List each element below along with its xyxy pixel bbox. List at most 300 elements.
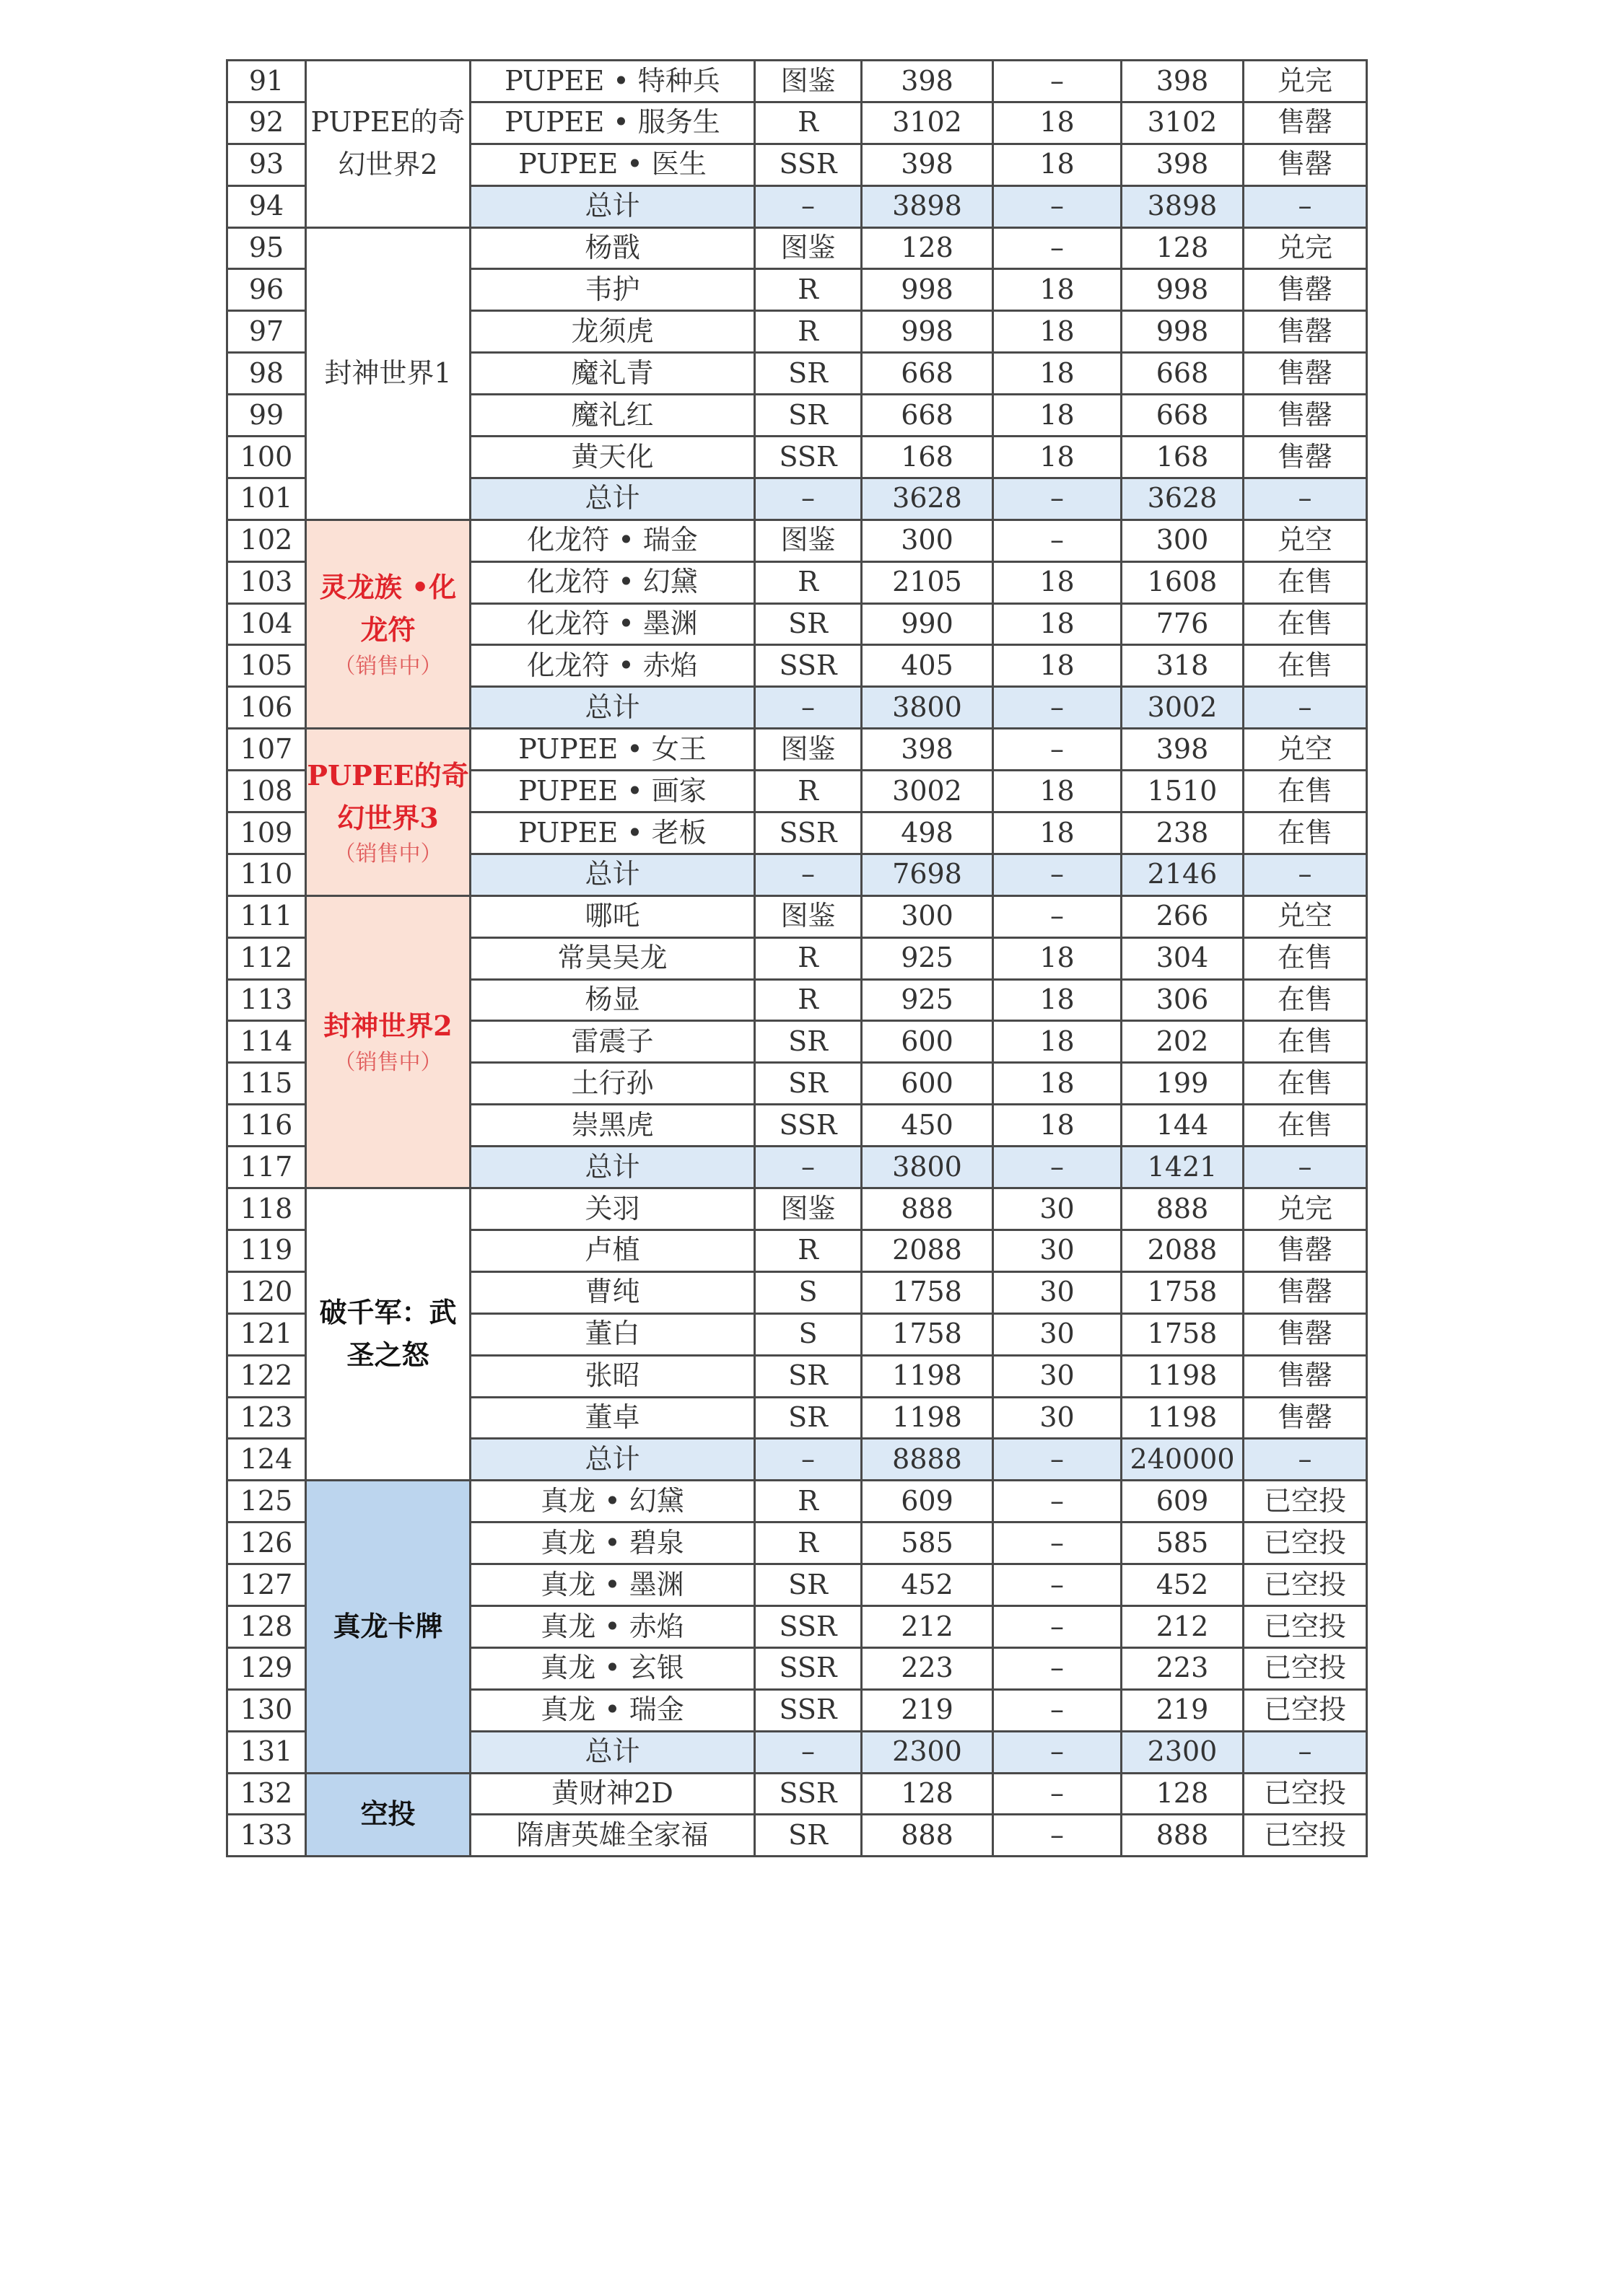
row-number-cell: 103 [227, 561, 306, 603]
rarity-cell: 图鉴 [755, 729, 862, 771]
status-cell: 售罄 [1244, 353, 1367, 395]
row-number-cell: 97 [227, 311, 306, 353]
circulation-cell: 398 [1122, 61, 1244, 102]
item-name-cell: 杨戬 [471, 227, 755, 269]
rarity-cell: – [755, 1731, 862, 1773]
table-row [227, 520, 1367, 561]
circulation-cell: 2300 [1122, 1731, 1244, 1773]
rarity-cell: SR [755, 395, 862, 437]
table-row [227, 1481, 1367, 1522]
rarity-cell: R [755, 937, 862, 979]
rarity-cell: S [755, 1313, 862, 1355]
circulation-cell: 398 [1122, 144, 1244, 185]
status-cell: 在售 [1244, 771, 1367, 812]
status-cell: 已空投 [1244, 1815, 1367, 1857]
row-number-cell: 123 [227, 1397, 306, 1439]
purchase-limit-cell: 18 [993, 353, 1122, 395]
collection-table [226, 59, 1368, 1857]
purchase-limit-cell: 18 [993, 1021, 1122, 1063]
purchase-limit-cell: 30 [993, 1188, 1122, 1230]
item-name-cell: 卢植 [471, 1230, 755, 1271]
series-group-label [306, 895, 471, 1188]
status-cell: 兑空 [1244, 520, 1367, 561]
purchase-limit-cell: – [993, 1731, 1122, 1773]
row-number-cell: 101 [227, 478, 306, 520]
item-name-cell: 总计 [471, 478, 755, 520]
purchase-limit-cell: – [993, 1439, 1122, 1481]
item-name-cell: 隋唐英雄全家福 [471, 1815, 755, 1857]
status-cell: 售罄 [1244, 395, 1367, 437]
circulation-cell: 202 [1122, 1021, 1244, 1063]
purchase-limit-cell: – [993, 729, 1122, 771]
item-name-cell: 总计 [471, 687, 755, 729]
circulation-cell: 300 [1122, 520, 1244, 561]
status-cell: 售罄 [1244, 102, 1367, 144]
rarity-cell: SR [755, 1564, 862, 1606]
status-cell: 在售 [1244, 1063, 1367, 1105]
row-number-cell: 102 [227, 520, 306, 561]
series-group-label [306, 227, 471, 520]
series-group-label [306, 1188, 471, 1481]
item-name-cell: PUPEE • 服务生 [471, 102, 755, 144]
purchase-limit-cell: – [993, 1147, 1122, 1188]
issued-count-cell: 3898 [862, 185, 993, 227]
item-name-cell: PUPEE • 画家 [471, 771, 755, 812]
status-cell: 兑完 [1244, 61, 1367, 102]
rarity-cell: – [755, 687, 862, 729]
issued-count-cell: 498 [862, 812, 993, 854]
purchase-limit-cell: 18 [993, 437, 1122, 478]
item-name-cell: 魔礼红 [471, 395, 755, 437]
status-cell: 已空投 [1244, 1689, 1367, 1731]
table-row [227, 1188, 1367, 1230]
purchase-limit-cell: – [993, 1605, 1122, 1647]
issued-count-cell: 1758 [862, 1271, 993, 1313]
item-name-cell: 化龙符 • 赤焰 [471, 645, 755, 687]
circulation-cell: 888 [1122, 1815, 1244, 1857]
circulation-cell: 398 [1122, 729, 1244, 771]
rarity-cell: R [755, 311, 862, 353]
circulation-cell: 223 [1122, 1647, 1244, 1689]
circulation-cell: 1510 [1122, 771, 1244, 812]
series-title: 灵龙族 •化龙符 [319, 571, 457, 647]
rarity-cell: 图鉴 [755, 227, 862, 269]
issued-count-cell: 3102 [862, 102, 993, 144]
issued-count-cell: 128 [862, 1773, 993, 1815]
item-name-cell: 黄天化 [471, 437, 755, 478]
issued-count-cell: 7698 [862, 854, 993, 895]
series-group-label [306, 61, 471, 228]
circulation-cell: 1421 [1122, 1147, 1244, 1188]
item-name-cell: 龙须虎 [471, 311, 755, 353]
issued-count-cell: 3628 [862, 478, 993, 520]
issued-count-cell: 398 [862, 61, 993, 102]
sale-status-note: （销售中） [333, 1050, 442, 1076]
item-name-cell: 黄财神2D [471, 1773, 755, 1815]
rarity-cell: R [755, 1230, 862, 1271]
item-name-cell: 化龙符 • 墨渊 [471, 603, 755, 645]
status-cell: – [1244, 1439, 1367, 1481]
issued-count-cell: 585 [862, 1522, 993, 1564]
circulation-cell: 998 [1122, 269, 1244, 311]
circulation-cell: 2146 [1122, 854, 1244, 895]
status-cell: 售罄 [1244, 1355, 1367, 1397]
status-cell: 在售 [1244, 645, 1367, 687]
circulation-cell: 998 [1122, 311, 1244, 353]
status-cell: 兑完 [1244, 227, 1367, 269]
circulation-cell: 1198 [1122, 1397, 1244, 1439]
purchase-limit-cell: – [993, 1773, 1122, 1815]
item-name-cell: 魔礼青 [471, 353, 755, 395]
row-number-cell: 131 [227, 1731, 306, 1773]
circulation-cell: 2088 [1122, 1230, 1244, 1271]
item-name-cell: PUPEE • 女王 [471, 729, 755, 771]
row-number-cell: 121 [227, 1313, 306, 1355]
issued-count-cell: 452 [862, 1564, 993, 1606]
status-cell: 已空投 [1244, 1481, 1367, 1522]
circulation-cell: 3002 [1122, 687, 1244, 729]
circulation-cell: 609 [1122, 1481, 1244, 1522]
rarity-cell: SR [755, 353, 862, 395]
rarity-cell: SSR [755, 437, 862, 478]
status-cell: 售罄 [1244, 1397, 1367, 1439]
row-number-cell: 130 [227, 1689, 306, 1731]
row-number-cell: 118 [227, 1188, 306, 1230]
purchase-limit-cell: – [993, 185, 1122, 227]
item-name-cell: 真龙 • 墨渊 [471, 1564, 755, 1606]
rarity-cell: 图鉴 [755, 1188, 862, 1230]
issued-count-cell: 1758 [862, 1313, 993, 1355]
circulation-cell: 776 [1122, 603, 1244, 645]
rarity-cell: R [755, 1481, 862, 1522]
rarity-cell: SSR [755, 645, 862, 687]
row-number-cell: 109 [227, 812, 306, 854]
purchase-limit-cell: 18 [993, 269, 1122, 311]
status-cell: 已空投 [1244, 1522, 1367, 1564]
item-name-cell: 总计 [471, 1439, 755, 1481]
issued-count-cell: 3002 [862, 771, 993, 812]
item-name-cell: 张昭 [471, 1355, 755, 1397]
rarity-cell: SSR [755, 1689, 862, 1731]
issued-count-cell: 609 [862, 1481, 993, 1522]
row-number-cell: 95 [227, 227, 306, 269]
status-cell: 已空投 [1244, 1647, 1367, 1689]
purchase-limit-cell: 18 [993, 937, 1122, 979]
purchase-limit-cell: – [993, 895, 1122, 937]
item-name-cell: 总计 [471, 1147, 755, 1188]
rarity-cell: SSR [755, 1647, 862, 1689]
issued-count-cell: 998 [862, 269, 993, 311]
status-cell: 售罄 [1244, 311, 1367, 353]
circulation-cell: 304 [1122, 937, 1244, 979]
row-number-cell: 94 [227, 185, 306, 227]
circulation-cell: 3102 [1122, 102, 1244, 144]
item-name-cell: 总计 [471, 854, 755, 895]
row-number-cell: 93 [227, 144, 306, 185]
row-number-cell: 107 [227, 729, 306, 771]
item-name-cell: 总计 [471, 1731, 755, 1773]
status-cell: 在售 [1244, 979, 1367, 1021]
row-number-cell: 122 [227, 1355, 306, 1397]
row-number-cell: 104 [227, 603, 306, 645]
purchase-limit-cell: – [993, 1522, 1122, 1564]
rarity-cell: – [755, 854, 862, 895]
series-title: 封神世界2 [323, 1009, 453, 1043]
row-number-cell: 125 [227, 1481, 306, 1522]
table-row [227, 895, 1367, 937]
series-title: 真龙卡牌 [333, 1609, 443, 1642]
issued-count-cell: 668 [862, 353, 993, 395]
rarity-cell: R [755, 102, 862, 144]
rarity-cell: SR [755, 603, 862, 645]
issued-count-cell: 600 [862, 1063, 993, 1105]
status-cell: 在售 [1244, 1105, 1367, 1147]
item-name-cell: 崇黑虎 [471, 1105, 755, 1147]
item-name-cell: 真龙 • 玄银 [471, 1647, 755, 1689]
item-name-cell: 董卓 [471, 1397, 755, 1439]
item-name-cell: 土行孙 [471, 1063, 755, 1105]
row-number-cell: 124 [227, 1439, 306, 1481]
circulation-cell: 668 [1122, 353, 1244, 395]
rarity-cell: R [755, 771, 862, 812]
item-name-cell: 真龙 • 瑞金 [471, 1689, 755, 1731]
status-cell: 在售 [1244, 937, 1367, 979]
status-cell: – [1244, 478, 1367, 520]
status-cell: 兑完 [1244, 1188, 1367, 1230]
purchase-limit-cell: 30 [993, 1355, 1122, 1397]
row-number-cell: 96 [227, 269, 306, 311]
item-name-cell: 真龙 • 幻黛 [471, 1481, 755, 1522]
rarity-cell: R [755, 561, 862, 603]
table-row [227, 227, 1367, 269]
table-row [227, 1773, 1367, 1815]
status-cell: 在售 [1244, 603, 1367, 645]
status-cell: 在售 [1244, 561, 1367, 603]
purchase-limit-cell: 18 [993, 561, 1122, 603]
purchase-limit-cell: – [993, 61, 1122, 102]
issued-count-cell: 2088 [862, 1230, 993, 1271]
purchase-limit-cell: 18 [993, 102, 1122, 144]
rarity-cell: – [755, 185, 862, 227]
rarity-cell: R [755, 1522, 862, 1564]
row-number-cell: 117 [227, 1147, 306, 1188]
purchase-limit-cell: 18 [993, 979, 1122, 1021]
purchase-limit-cell: 18 [993, 771, 1122, 812]
circulation-cell: 219 [1122, 1689, 1244, 1731]
purchase-limit-cell: – [993, 1689, 1122, 1731]
issued-count-cell: 990 [862, 603, 993, 645]
issued-count-cell: 2300 [862, 1731, 993, 1773]
purchase-limit-cell: 18 [993, 603, 1122, 645]
rarity-cell: – [755, 1147, 862, 1188]
row-number-cell: 133 [227, 1815, 306, 1857]
issued-count-cell: 300 [862, 895, 993, 937]
circulation-cell: 240000 [1122, 1439, 1244, 1481]
circulation-cell: 199 [1122, 1063, 1244, 1105]
rarity-cell: SR [755, 1397, 862, 1439]
circulation-cell: 1608 [1122, 561, 1244, 603]
purchase-limit-cell: – [993, 1815, 1122, 1857]
item-name-cell: 韦护 [471, 269, 755, 311]
status-cell: 已空投 [1244, 1773, 1367, 1815]
status-cell: 售罄 [1244, 437, 1367, 478]
row-number-cell: 114 [227, 1021, 306, 1063]
rarity-cell: 图鉴 [755, 520, 862, 561]
issued-count-cell: 925 [862, 979, 993, 1021]
issued-count-cell: 888 [862, 1815, 993, 1857]
purchase-limit-cell: – [993, 687, 1122, 729]
circulation-cell: 144 [1122, 1105, 1244, 1147]
item-name-cell: 曹纯 [471, 1271, 755, 1313]
row-number-cell: 100 [227, 437, 306, 478]
circulation-cell: 266 [1122, 895, 1244, 937]
purchase-limit-cell: – [993, 1564, 1122, 1606]
issued-count-cell: 600 [862, 1021, 993, 1063]
circulation-cell: 128 [1122, 227, 1244, 269]
row-number-cell: 110 [227, 854, 306, 895]
rarity-cell: SR [755, 1355, 862, 1397]
row-number-cell: 111 [227, 895, 306, 937]
purchase-limit-cell: – [993, 227, 1122, 269]
series-title: PUPEE的奇幻世界2 [310, 106, 466, 181]
circulation-cell: 3628 [1122, 478, 1244, 520]
issued-count-cell: 398 [862, 144, 993, 185]
issued-count-cell: 219 [862, 1689, 993, 1731]
status-cell: – [1244, 1147, 1367, 1188]
purchase-limit-cell: 18 [993, 812, 1122, 854]
rarity-cell: 图鉴 [755, 895, 862, 937]
item-name-cell: PUPEE • 特种兵 [471, 61, 755, 102]
purchase-limit-cell: 18 [993, 645, 1122, 687]
purchase-limit-cell: – [993, 478, 1122, 520]
table-row [227, 729, 1367, 771]
purchase-limit-cell: 30 [993, 1271, 1122, 1313]
rarity-cell: R [755, 979, 862, 1021]
status-cell: 在售 [1244, 1021, 1367, 1063]
series-group-label [306, 1773, 471, 1857]
circulation-cell: 1758 [1122, 1313, 1244, 1355]
issued-count-cell: 1198 [862, 1397, 993, 1439]
circulation-cell: 128 [1122, 1773, 1244, 1815]
status-cell: 兑空 [1244, 895, 1367, 937]
row-number-cell: 129 [227, 1647, 306, 1689]
circulation-cell: 212 [1122, 1605, 1244, 1647]
issued-count-cell: 2105 [862, 561, 993, 603]
rarity-cell: SR [755, 1021, 862, 1063]
rarity-cell: SR [755, 1815, 862, 1857]
rarity-cell: SSR [755, 1605, 862, 1647]
row-number-cell: 132 [227, 1773, 306, 1815]
issued-count-cell: 398 [862, 729, 993, 771]
item-name-cell: 关羽 [471, 1188, 755, 1230]
item-name-cell: 总计 [471, 185, 755, 227]
row-number-cell: 108 [227, 771, 306, 812]
issued-count-cell: 128 [862, 227, 993, 269]
rarity-cell: SSR [755, 812, 862, 854]
issued-count-cell: 8888 [862, 1439, 993, 1481]
rarity-cell: – [755, 478, 862, 520]
issued-count-cell: 300 [862, 520, 993, 561]
purchase-limit-cell: – [993, 520, 1122, 561]
row-number-cell: 128 [227, 1605, 306, 1647]
status-cell: 兑空 [1244, 729, 1367, 771]
circulation-cell: 452 [1122, 1564, 1244, 1606]
issued-count-cell: 1198 [862, 1355, 993, 1397]
row-number-cell: 116 [227, 1105, 306, 1147]
item-name-cell: 雷震子 [471, 1021, 755, 1063]
rarity-cell: SSR [755, 1773, 862, 1815]
item-name-cell: 真龙 • 碧泉 [471, 1522, 755, 1564]
status-cell: – [1244, 687, 1367, 729]
row-number-cell: 115 [227, 1063, 306, 1105]
issued-count-cell: 3800 [862, 687, 993, 729]
circulation-cell: 3898 [1122, 185, 1244, 227]
series-group-label [306, 520, 471, 728]
issued-count-cell: 212 [862, 1605, 993, 1647]
circulation-cell: 318 [1122, 645, 1244, 687]
status-cell: 售罄 [1244, 1313, 1367, 1355]
status-cell: – [1244, 854, 1367, 895]
status-cell: 在售 [1244, 812, 1367, 854]
status-cell: – [1244, 1731, 1367, 1773]
purchase-limit-cell: – [993, 854, 1122, 895]
item-name-cell: 杨显 [471, 979, 755, 1021]
status-cell: 已空投 [1244, 1605, 1367, 1647]
issued-count-cell: 668 [862, 395, 993, 437]
status-cell: 售罄 [1244, 1230, 1367, 1271]
circulation-cell: 306 [1122, 979, 1244, 1021]
issued-count-cell: 3800 [862, 1147, 993, 1188]
rarity-cell: SSR [755, 144, 862, 185]
issued-count-cell: 168 [862, 437, 993, 478]
row-number-cell: 120 [227, 1271, 306, 1313]
row-number-cell: 126 [227, 1522, 306, 1564]
row-number-cell: 127 [227, 1564, 306, 1606]
circulation-cell: 168 [1122, 437, 1244, 478]
item-name-cell: 常昊吴龙 [471, 937, 755, 979]
item-name-cell: PUPEE • 医生 [471, 144, 755, 185]
sale-status-note: （销售中） [333, 653, 442, 679]
issued-count-cell: 405 [862, 645, 993, 687]
sale-status-note: （销售中） [333, 841, 442, 867]
row-number-cell: 106 [227, 687, 306, 729]
issued-count-cell: 888 [862, 1188, 993, 1230]
item-name-cell: 哪吒 [471, 895, 755, 937]
row-number-cell: 92 [227, 102, 306, 144]
item-name-cell: PUPEE • 老板 [471, 812, 755, 854]
circulation-cell: 1758 [1122, 1271, 1244, 1313]
row-number-cell: 113 [227, 979, 306, 1021]
purchase-limit-cell: 18 [993, 1063, 1122, 1105]
issued-count-cell: 223 [862, 1647, 993, 1689]
item-name-cell: 真龙 • 赤焰 [471, 1605, 755, 1647]
purchase-limit-cell: 30 [993, 1313, 1122, 1355]
row-number-cell: 98 [227, 353, 306, 395]
status-cell: 已空投 [1244, 1564, 1367, 1606]
purchase-limit-cell: 18 [993, 395, 1122, 437]
rarity-cell: SSR [755, 1105, 862, 1147]
rarity-cell: 图鉴 [755, 61, 862, 102]
rarity-cell: – [755, 1439, 862, 1481]
circulation-cell: 1198 [1122, 1355, 1244, 1397]
status-cell: 售罄 [1244, 144, 1367, 185]
series-group-label [306, 1481, 471, 1773]
purchase-limit-cell: 18 [993, 1105, 1122, 1147]
row-number-cell: 119 [227, 1230, 306, 1271]
table-row [227, 61, 1367, 102]
circulation-cell: 585 [1122, 1522, 1244, 1564]
series-title: 空投 [360, 1797, 416, 1831]
